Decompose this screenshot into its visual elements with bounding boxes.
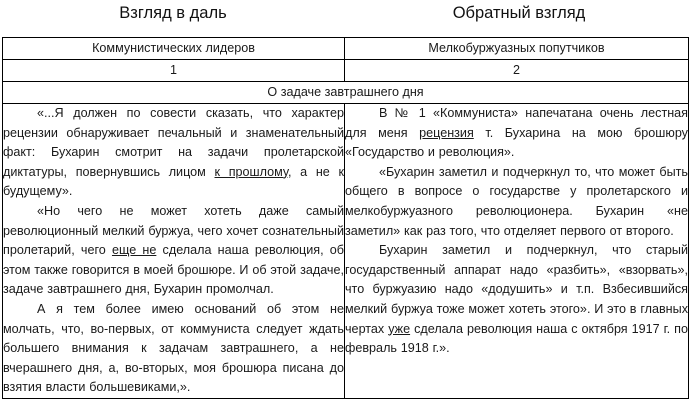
right-paragraph: [345, 163, 688, 241]
column-number-1: 1: [3, 60, 345, 82]
underlined-text: уже: [388, 321, 411, 336]
right-body-cell: [345, 104, 689, 399]
left-body-cell: [3, 104, 345, 399]
left-column-heading: Взгляд в даль: [119, 4, 227, 22]
body-row: [3, 104, 689, 399]
right-paragraph: [345, 241, 688, 359]
underlined-text: еще не: [111, 243, 157, 258]
text-span: «Но чего не может хотеть даже самый революционный мелкий буржуа, чего хочет сознательный пролетарий, чего: [3, 203, 344, 258]
text-span: «...Я должен по совести сказать, что характер рецензии обнаруживает печальный и знаменательный факт: Бухарин смотрит на задачи пролетарской диктатуры, повернувшись лицом: [3, 106, 344, 179]
text-span: сделала революция наша с октября 1917 г. по февраль 1918 г.».: [345, 321, 688, 356]
text-span: Бухарин заметил и подчеркнул, что старый государственный аппарат надо «разбить», «взорвать», что буржуазию надо «додушить» и т.п. Взбесившийся мелкий буржуа тоже может хотеть этого». И это в главных чертах: [345, 243, 688, 336]
text-span: т. Бухарина на мою брошюру «Государство и революция».: [345, 125, 688, 160]
underlined-text: к прошлому: [214, 164, 288, 179]
column-number-2: 2: [345, 60, 689, 82]
column-header-petty-bourgeois: Мелкобуржуазных попутчиков: [345, 38, 689, 60]
text-span: , а не к будущему».: [3, 164, 344, 199]
left-paragraph: [3, 300, 344, 398]
text-span: «Бухарин заметил и подчеркнул то, что может быть общего в вопросе о государстве у пролетарского и мелкобуржуазного революционера. Бухарин «не заметил» как раз того, что отделяет первого от второго.: [345, 164, 688, 238]
section-title: О задаче завтрашнего дня: [3, 82, 689, 104]
left-paragraph: [3, 202, 344, 300]
right-paragraph: [345, 104, 688, 163]
text-span: сделала наша революция, об этом также говорится в моей брошюре. И об этой задаче, задаче завтрашнего дня, Бухарин промолчал.: [3, 243, 344, 297]
section-row: [3, 82, 689, 104]
underlined-text: рецензия: [419, 125, 474, 140]
right-column-heading: Обратный взгляд: [452, 4, 586, 22]
column-header-communist-leaders: Коммунистических лидеров: [3, 38, 345, 60]
comparison-table: [2, 37, 689, 399]
text-span: В № 1 «Коммуниста» напечатана очень лестная для меня: [345, 106, 688, 140]
column-number-row: [3, 60, 689, 82]
text-span: А я тем более имею оснований об этом не молчать, что, во-первых, от коммуниста следует ждать большего внимания к задачам завтрашнего, а не вчерашнего дня, а, во-вторых, моя брошюра писана до взятия власти большевиками,».: [3, 301, 344, 395]
left-paragraph: [3, 104, 344, 202]
column-header-row: [3, 38, 689, 60]
